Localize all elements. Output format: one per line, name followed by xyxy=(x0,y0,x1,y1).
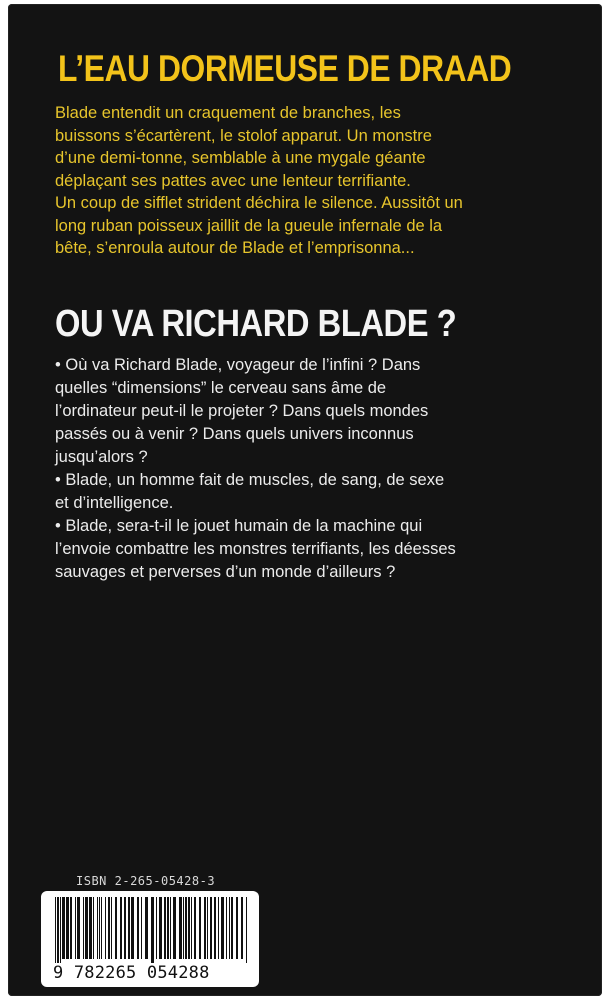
bullet-item xyxy=(55,354,585,469)
barcode-bar xyxy=(83,897,84,959)
barcode-bar xyxy=(145,897,148,959)
barcode-bar xyxy=(231,897,233,959)
barcode-bar xyxy=(156,897,157,959)
barcode-bar xyxy=(241,897,243,959)
barcode-bar xyxy=(75,897,76,959)
blurb-line: d’une demi-tonne, semblable à une mygale géante xyxy=(55,149,426,167)
barcode-bar xyxy=(105,897,106,959)
barcode-bar xyxy=(124,897,126,959)
barcode-bar xyxy=(137,897,139,959)
barcode-number: 9 782265 054288 xyxy=(53,963,210,983)
blurb-line: Blade entendit un craquement de branches, les xyxy=(55,104,401,122)
barcode-bar xyxy=(221,897,224,959)
bullet-line: quelles “dimensions” le cerveau sans âme de xyxy=(55,379,387,397)
barcode-bar xyxy=(159,897,162,959)
barcode-bar xyxy=(141,897,142,959)
barcode-bar xyxy=(173,897,176,959)
barcode-bar xyxy=(183,897,184,959)
barcode-bar xyxy=(55,897,56,963)
blurb-line: Un coup de sifflet strident déchira le silence. Aussitôt un xyxy=(55,194,463,212)
barcode-bar xyxy=(89,897,92,959)
bullet-list xyxy=(55,354,585,584)
barcode-bar xyxy=(194,897,196,959)
section-heading: OU VA RICHARD BLADE ? xyxy=(55,303,457,345)
barcode-bar xyxy=(170,897,171,959)
barcode-bar xyxy=(131,897,134,959)
barcode-bar xyxy=(93,897,94,959)
blurb-line: buissons s’écartèrent, le stolof apparut. Un monstre xyxy=(55,126,432,145)
barcode-bar xyxy=(164,897,166,959)
barcode-bar xyxy=(229,897,230,959)
barcode-bar xyxy=(66,897,69,959)
barcode-bar xyxy=(128,897,130,959)
bullet-line: • Blade, sera-t-il le jouet humain de la machine qui xyxy=(55,517,423,535)
barcode-bar xyxy=(214,897,216,959)
barcode-bar xyxy=(99,897,100,959)
barcode xyxy=(41,891,259,987)
bullet-line: • Où va Richard Blade, voyageur de l’infini ? Dans xyxy=(55,356,421,374)
barcode-bar xyxy=(179,897,182,959)
blurb-line: bête, s’enroula autour de Blade et l’emprisonna... xyxy=(55,239,415,257)
barcode-bar xyxy=(226,897,227,959)
barcode-bar xyxy=(188,897,190,959)
bullet-line: l’envoie combattre les monstres terrifiants, les déesses xyxy=(55,540,456,558)
barcode-bar xyxy=(60,897,61,963)
bullet-line: et d’intelligence. xyxy=(55,494,174,512)
barcode-bar xyxy=(115,897,117,959)
barcode-bar xyxy=(191,897,192,959)
barcode-bar xyxy=(57,897,59,963)
barcode-bar xyxy=(210,897,212,959)
barcode-bar xyxy=(167,897,169,959)
barcode-bar xyxy=(246,897,247,963)
barcode-bar xyxy=(207,897,208,959)
barcode-bar xyxy=(199,897,201,959)
book-title: L’EAU DORMEUSE DE DRAAD xyxy=(58,48,512,89)
bullet-line: sauvages et perverses d’un monde d’ailleurs ? xyxy=(55,563,396,581)
barcode-bar xyxy=(108,897,110,959)
barcode-bar xyxy=(97,897,98,959)
barcode-bar xyxy=(70,897,72,959)
barcode-bar xyxy=(120,897,122,959)
barcode-bar xyxy=(85,897,88,959)
bullet-line: passés ou à venir ? Dans quels univers inconnus xyxy=(55,425,414,443)
bullet-line: jusqu’alors ? xyxy=(55,448,148,466)
isbn-label: ISBN 2-265-05428-3 xyxy=(76,874,216,888)
barcode-bar xyxy=(111,897,112,959)
blurb-paragraph xyxy=(55,102,585,260)
book-back-cover xyxy=(8,4,602,996)
bullet-item xyxy=(55,515,585,584)
barcode-bar xyxy=(151,897,154,963)
barcode-bar xyxy=(236,897,238,959)
barcode-bar xyxy=(185,897,187,959)
blurb-line: déplaçant ses pattes avec une lenteur terrifiante. xyxy=(55,171,411,190)
barcode-bar xyxy=(101,897,102,959)
bullet-item xyxy=(55,469,585,515)
barcode-bar xyxy=(62,897,65,959)
bullet-line: • Blade, un homme fait de muscles, de sang, de sexe xyxy=(55,471,445,489)
blurb-line: long ruban poisseux jaillit de la gueule infernale de la xyxy=(55,216,443,235)
barcode-bar xyxy=(77,897,80,959)
barcode-bar xyxy=(204,897,206,959)
barcode-bar xyxy=(218,897,219,959)
bullet-line: l’ordinateur peut-il le projeter ? Dans quels mondes xyxy=(55,402,429,420)
